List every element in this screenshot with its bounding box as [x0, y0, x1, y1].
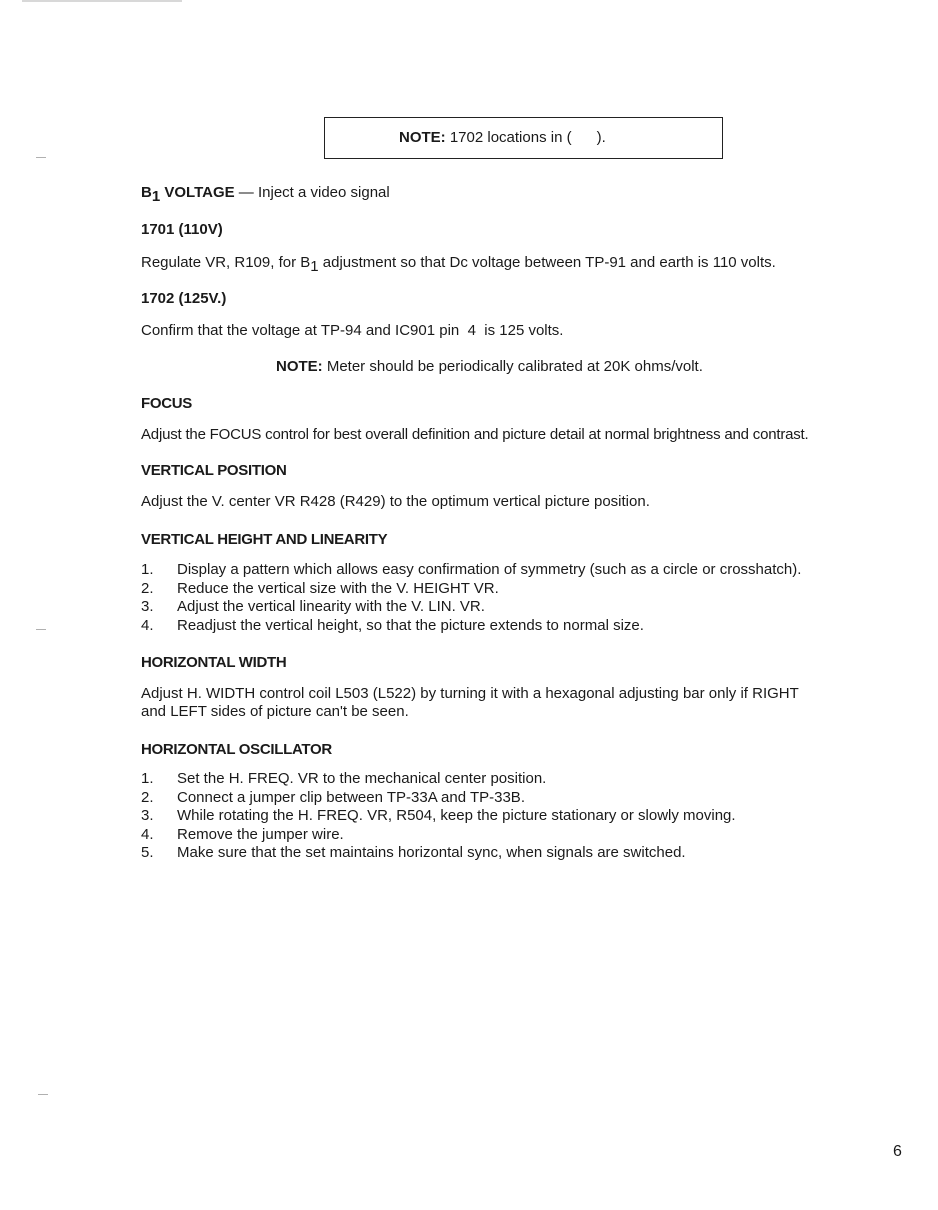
margin-mark: [36, 629, 46, 630]
vertical-position-heading: VERTICAL POSITION: [141, 462, 287, 479]
model-1701-text: Regulate VR, R109, for $B_1$ adjustment so that Dc voltage between TP-91 and earth is 110 volts.: [141, 254, 776, 275]
top-note-box: [324, 117, 723, 159]
focus-heading: FOCUS: [141, 395, 193, 412]
b1-voltage-heading: $B_1$ VOLTAGE — Inject a video signal: [141, 184, 390, 205]
vertical-position-text: Adjust the V. center VR R428 (R429) to the optimum vertical picture position.: [141, 493, 650, 510]
note-label: NOTE:: [399, 129, 446, 146]
scan-artifact-line: [22, 0, 182, 2]
horizontal-width-text: Adjust H. WIDTH control coil L503 (L522) by turning it with a hexagonal adjusting bar only if RIGHT and LEFT sides of picture can't be seen.: [141, 685, 799, 720]
meter-note: NOTE: Meter should be periodically calibrated at 20K ohms/volt.: [276, 358, 703, 375]
model-1702-heading: 1702 (125V.): [141, 290, 227, 307]
model-1702-text: Confirm that the voltage at TP-94 and IC901 pin 4 is 125 volts.: [141, 322, 564, 339]
horizontal-width-heading: HORIZONTAL WIDTH: [141, 654, 287, 671]
page-number: 6: [893, 1143, 902, 1160]
margin-mark: [38, 1094, 48, 1095]
margin-mark: [36, 157, 46, 158]
model-1701-heading: 1701 (110V): [141, 221, 223, 238]
vertical-height-heading: VERTICAL HEIGHT AND LINEARITY: [141, 531, 388, 548]
focus-text: Adjust the FOCUS control for best overall definition and picture detail at normal brightness and contrast.: [141, 426, 809, 443]
horizontal-oscillator-heading: HORIZONTAL OSCILLATOR: [141, 741, 332, 758]
note-text: 1702 locations in ( ).: [445, 129, 606, 146]
